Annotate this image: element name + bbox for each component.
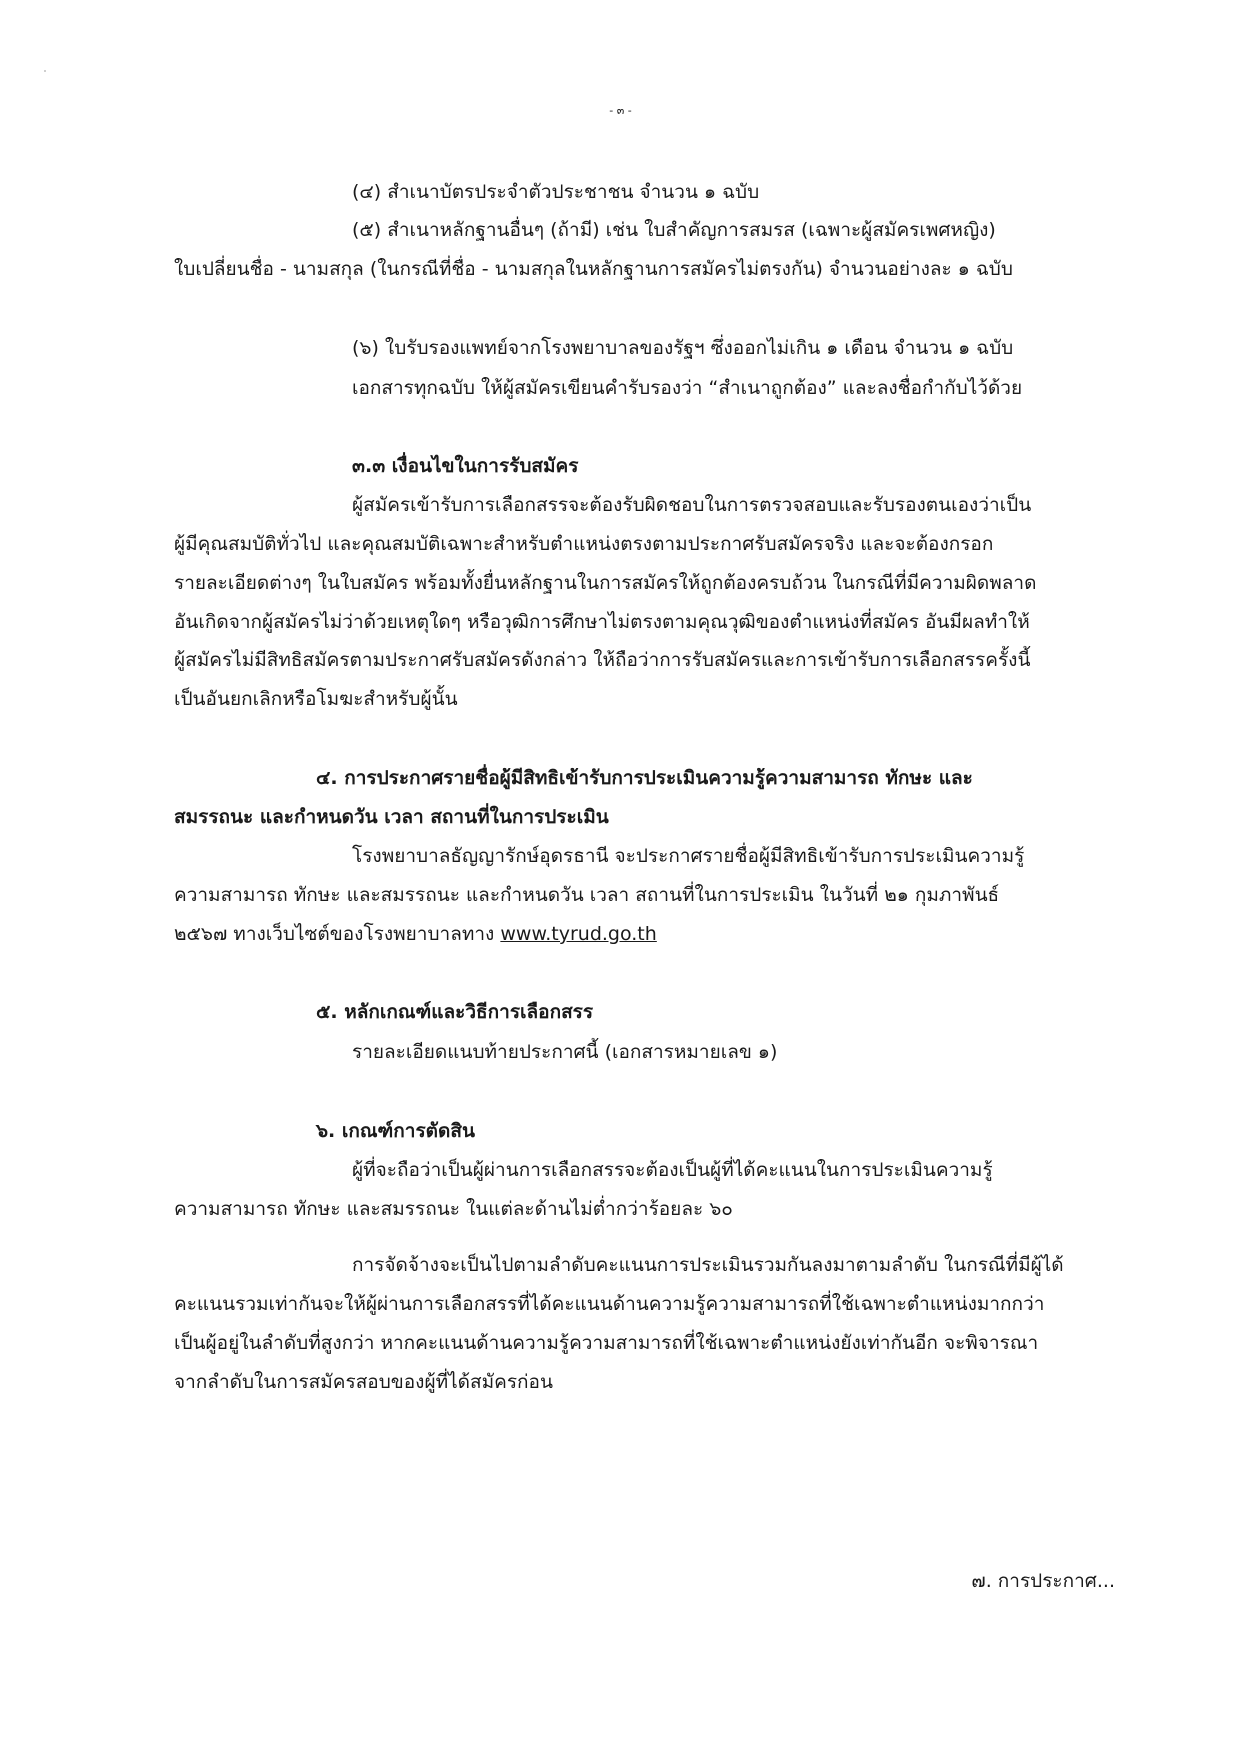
section-3-3-heading: ๓.๓ เงื่อนไขในการรับสมัคร <box>352 455 579 477</box>
doc-certify-note: เอกสารทุกฉบับ ให้ผู้สมัครเขียนคำรับรองว่า “สำเนาถูกต้อง” และลงชื่อกำกับไว้ด้วย <box>352 377 1023 399</box>
section-3-3-line: อันเกิดจากผู้สมัครไม่ว่าด้วยเหตุใดๆ หรือวุฒิการศึกษาไม่ตรงตามคุณวุฒิของตำแหน่งที่สมัคร อันมีผลทำให้ <box>174 611 1030 633</box>
page-number: - ๓ - <box>609 104 632 117</box>
section-4-body-line1: โรงพยาบาลธัญญารักษ์อุดรธานี จะประกาศรายชื่อผู้มีสิทธิเข้ารับการประเมินความรู้ <box>352 845 1025 867</box>
section-6-para2-line: เป็นผู้อยู่ในลำดับที่สูงกว่า หากคะแนนด้านความรู้ความสามารถที่ใช้เฉพาะตำแหน่งยังเท่ากันอีก จะพิจารณา <box>174 1332 1039 1354</box>
section-6-para2-line: จากลำดับในการสมัครสอบของผู้ที่ได้สมัครก่อน <box>174 1371 553 1393</box>
doc-item-4: (๔) สำเนาบัตรประจำตัวประชาชน จำนวน ๑ ฉบับ <box>352 181 760 203</box>
section-4-heading-line1: ๔. การประกาศรายชื่อผู้มีสิทธิเข้ารับการประเมินความรู้ความสามารถ ทักษะ และ <box>316 767 973 789</box>
section-6-heading: ๖. เกณฑ์การตัดสิน <box>316 1120 475 1142</box>
section-6-para1-line: ผู้ที่จะถือว่าเป็นผู้ผ่านการเลือกสรรจะต้องเป็นผู้ที่ได้คะแนนในการประเมินความรู้ <box>352 1159 993 1181</box>
doc-item-6: (๖) ใบรับรองแพทย์จากโรงพยาบาลของรัฐฯ ซึ่งออกไม่เกิน ๑ เดือน จำนวน ๑ ฉบับ <box>352 337 1014 359</box>
section-6-para2-line: การจัดจ้างจะเป็นไปตามลำดับคะแนนการประเมินรวมกันลงมาตามลำดับ ในกรณีที่มีผู้ได้ <box>352 1254 1064 1276</box>
scan-speck <box>44 70 46 72</box>
section-4-body-text: ๒๕๖๗ ทางเว็บไซต์ของโรงพยาบาลทาง <box>174 923 495 945</box>
section-4-heading-line2: สมรรถนะ และกำหนดวัน เวลา สถานที่ในการประเมิน <box>174 806 609 828</box>
section-3-3-line: ผู้สมัครไม่มีสิทธิสมัครตามประกาศรับสมัครดังกล่าว ให้ถือว่าการรับสมัครและการเข้ารับการเลือกสรรครั้งนี้ <box>174 649 1031 671</box>
continuation-note: ๗. การประกาศ... <box>971 1570 1115 1592</box>
section-3-3-line: ผู้มีคุณสมบัติทั่วไป และคุณสมบัติเฉพาะสำหรับตำแหน่งตรงตามประกาศรับสมัครจริง และจะต้องกรอก <box>174 533 994 555</box>
section-5-heading: ๕. หลักเกณฑ์และวิธีการเลือกสรร <box>316 1001 594 1023</box>
section-5-body: รายละเอียดแนบท้ายประกาศนี้ (เอกสารหมายเลข ๑) <box>352 1041 778 1063</box>
section-4-body-line3 <box>174 919 657 949</box>
section-3-3-line: ผู้สมัครเข้ารับการเลือกสรรจะต้องรับผิดชอบในการตรวจสอบและรับรองตนเองว่าเป็น <box>352 494 1032 516</box>
doc-item-5-line2: ใบเปลี่ยนชื่อ - นามสกุล (ในกรณีที่ชื่อ - นามสกุลในหลักฐานการสมัครไม่ตรงกัน) จำนวนอย่างละ ๑ ฉบับ <box>174 258 1013 280</box>
section-6-para1-line: ความสามารถ ทักษะ และสมรรถนะ ในแต่ละด้านไม่ต่ำกว่าร้อยละ ๖๐ <box>174 1198 733 1220</box>
section-3-3-line: รายละเอียดต่างๆ ในใบสมัคร พร้อมทั้งยื่นหลักฐานในการสมัครให้ถูกต้องครบถ้วน ในกรณีที่มีความผิดพลาด <box>174 572 1037 594</box>
doc-item-5-line1: (๕) สำเนาหลักฐานอื่นๆ (ถ้ามี) เช่น ใบสำคัญการสมรส (เฉพาะผู้สมัครเพศหญิง) <box>352 219 996 241</box>
website-link[interactable]: www.tyrud.go.th <box>500 923 657 945</box>
section-6-para2-line: คะแนนรวมเท่ากันจะให้ผู้ผ่านการเลือกสรรที่ได้คะแนนด้านความรู้ความสามารถที่ใช้เฉพาะตำแหน่งมากกว่า <box>174 1293 1045 1315</box>
section-3-3-line: เป็นอันยกเลิกหรือโมฆะสำหรับผู้นั้น <box>174 688 458 710</box>
section-4-body-line2: ความสามารถ ทักษะ และสมรรถนะ และกำหนดวัน เวลา สถานที่ในการประเมิน ในวันที่ ๒๑ กุมภาพันธ์ <box>174 884 1000 906</box>
